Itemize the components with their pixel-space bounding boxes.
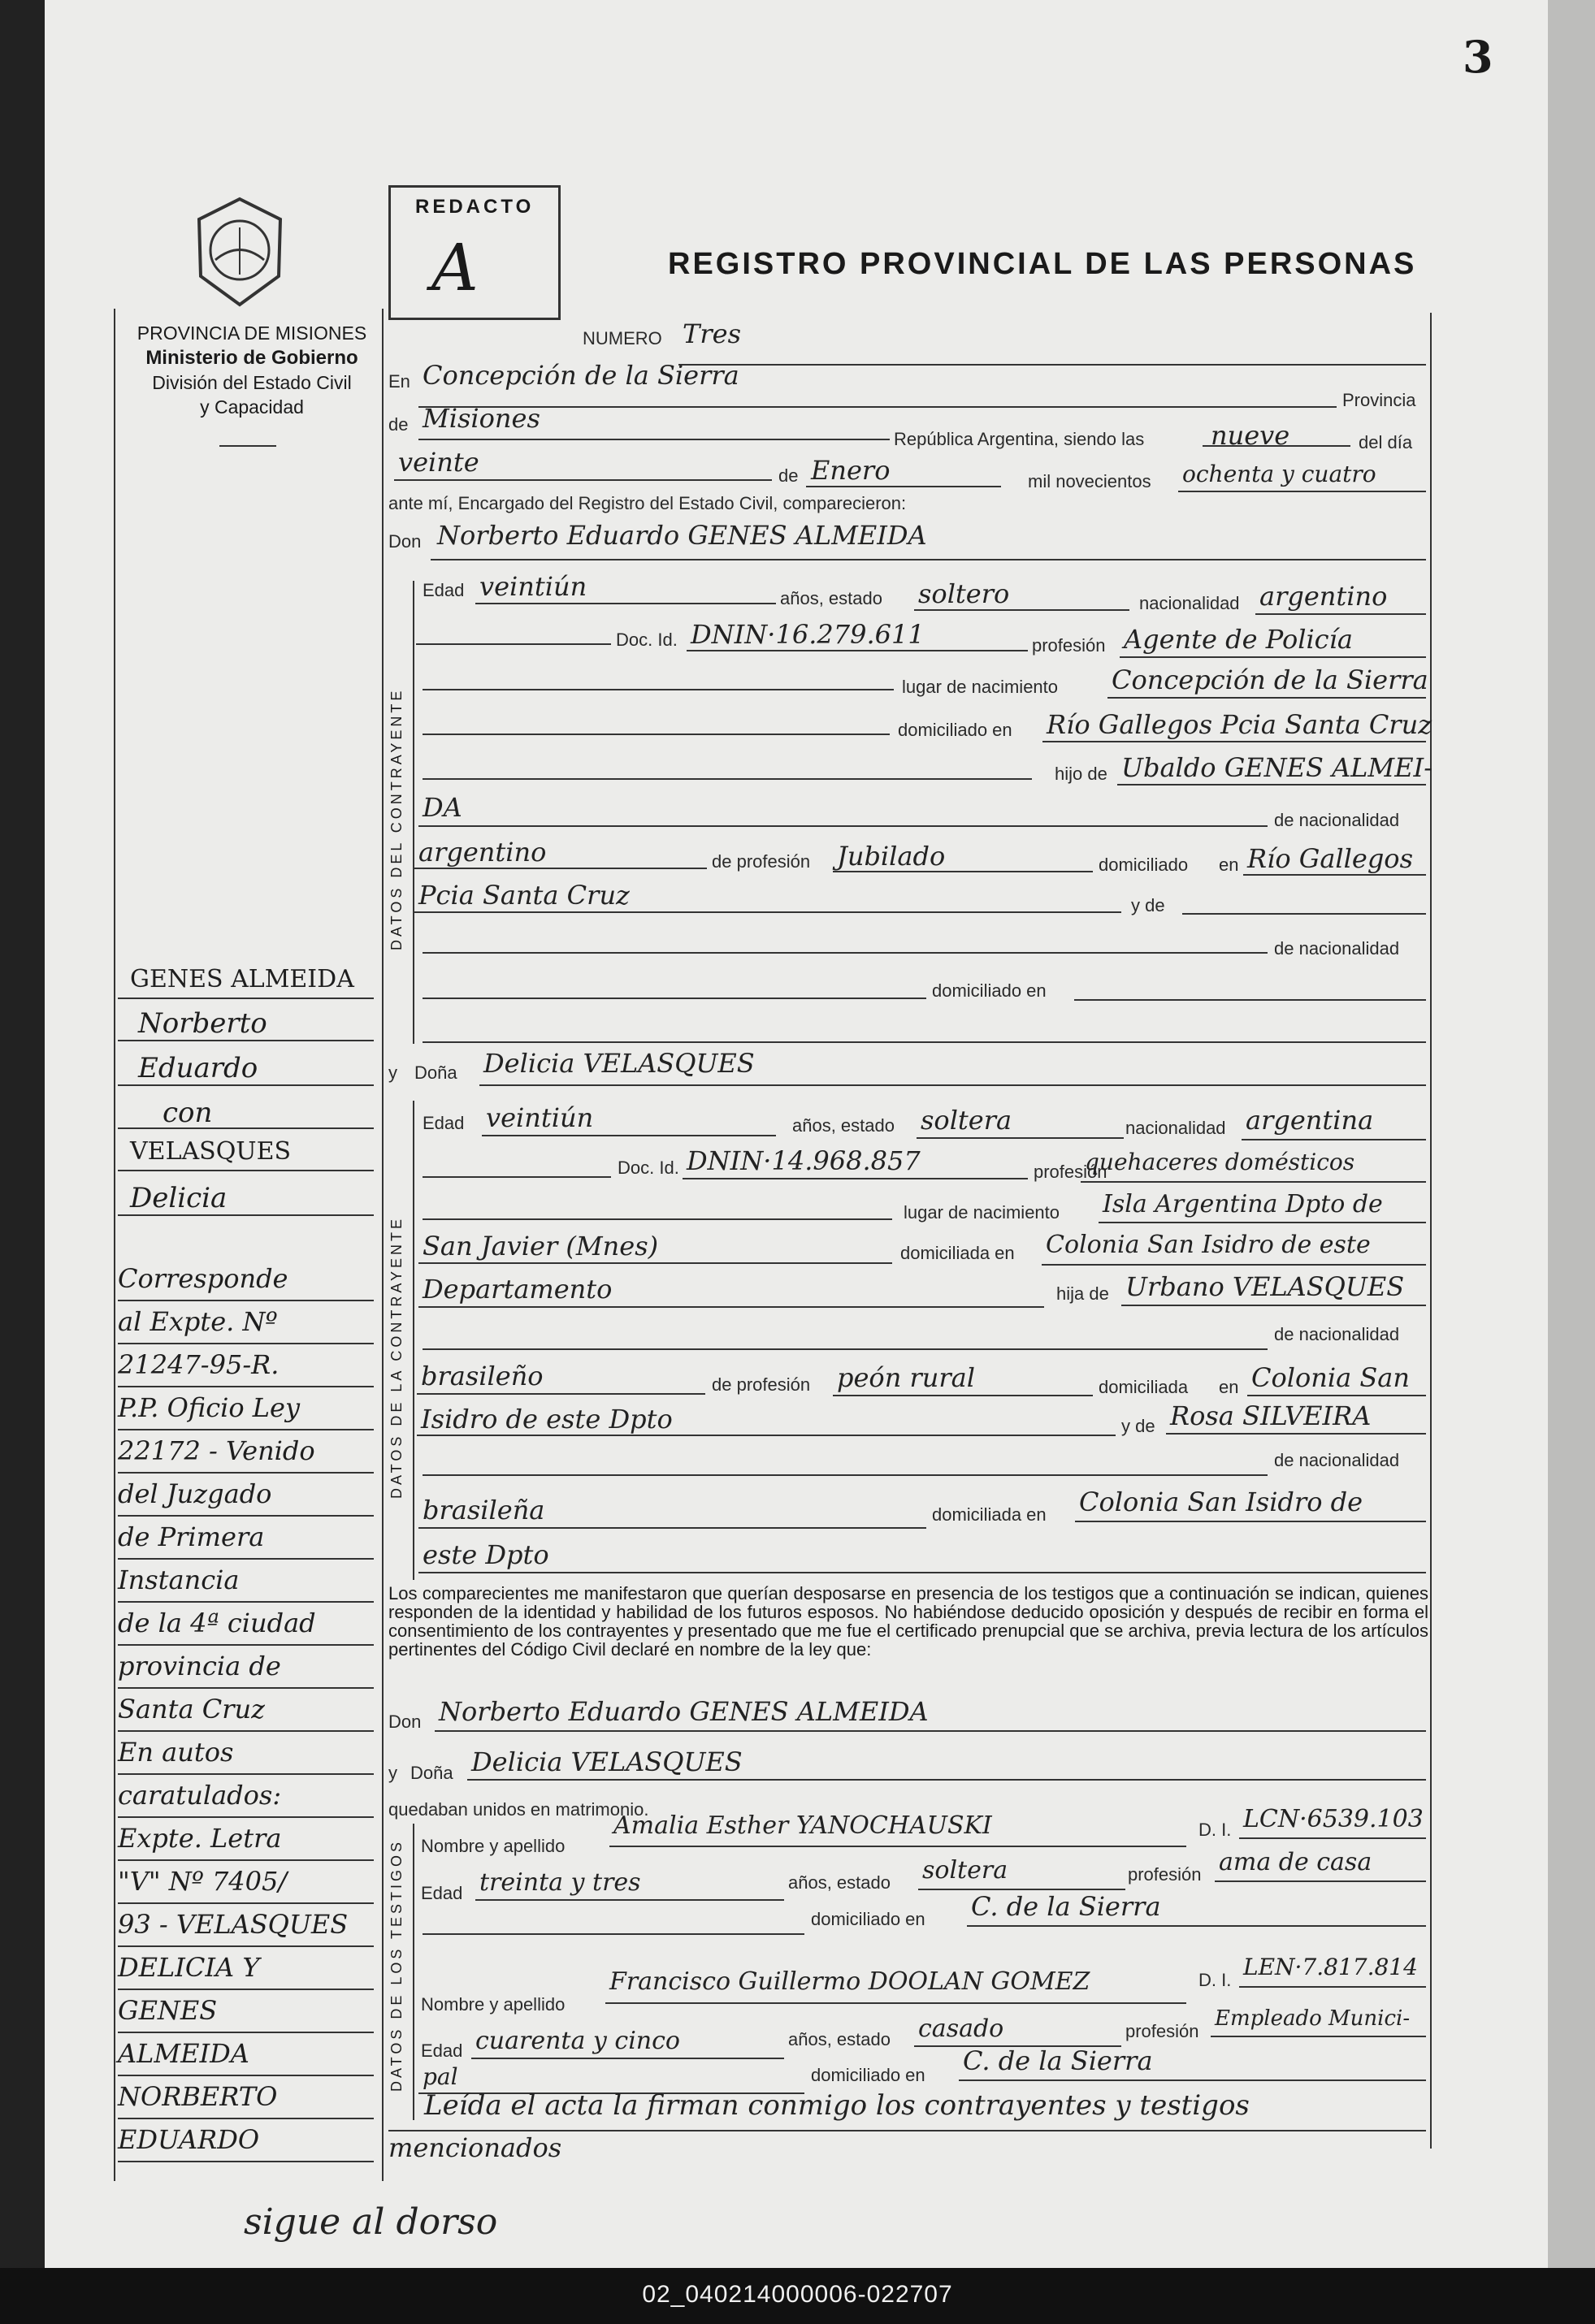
c-padre-prof-label: de profesión (712, 851, 811, 872)
t1-edad-value: treinta y tres (479, 1868, 641, 1897)
t1-nombre-line (609, 1846, 1186, 1847)
c-padre-dom-value: Río Gallegos (1247, 843, 1413, 874)
margin-line-1 (118, 998, 374, 999)
f-madre-dom-line-2 (418, 1572, 1426, 1573)
closing-line-2: mencionados (388, 2132, 562, 2163)
t1-di-value: LCN·6539.103 (1243, 1805, 1424, 1833)
c-lugar-nac-line (1107, 697, 1426, 699)
margin-note-line: Corresponde (118, 1263, 288, 1294)
margin-note-rule (118, 1601, 374, 1603)
anio-value: ochenta y cuatro (1182, 461, 1376, 487)
numero-line (678, 364, 1426, 366)
t1-domicilio-value: C. de la Sierra (971, 1891, 1161, 1922)
f-padre-dom-value-2: Isidro de este Dpto (421, 1404, 673, 1435)
margin-name-3: Delicia (130, 1182, 228, 1214)
margin-note-rule (118, 2161, 374, 2162)
f-doc-pre-line (423, 1176, 611, 1178)
t1-estado-line (918, 1889, 1125, 1890)
document-title: REGISTRO PROVINCIAL DE LAS PERSONAS (668, 247, 1417, 281)
margin-note-rule (118, 1989, 374, 1990)
dona-value-2: Delicia VELASQUES (471, 1746, 743, 1777)
f-domicilio-line (1042, 1264, 1426, 1266)
f-madre-nac-value: brasileña (423, 1495, 545, 1526)
redacto-box (388, 185, 561, 320)
contrayenta-box-line (413, 1101, 414, 1580)
t2-edad-line (471, 2058, 784, 2059)
f-padre-nac-value: brasileño (421, 1361, 544, 1391)
dia-value: veinte (398, 447, 479, 478)
f-profesion-label: profesión (1034, 1162, 1107, 1182)
c-madre-dom-line (1074, 999, 1426, 1001)
dona-label-2: Doña (410, 1763, 453, 1783)
don-value: Norberto Eduardo GENES ALMEIDA (437, 520, 927, 551)
margin-note-rule (118, 1945, 374, 1947)
hora-line (1203, 445, 1350, 447)
left-margin-line (114, 309, 115, 2181)
margin-note-rule (118, 1515, 374, 1517)
f-padre-en-label: en (1219, 1377, 1239, 1397)
c-dom-pre-line (423, 734, 890, 735)
margin-note-rule (118, 1558, 374, 1560)
t2-profesion-line (1211, 2036, 1426, 2037)
org-divider (219, 445, 276, 447)
f-edad-line (482, 1135, 776, 1136)
f-lugar-nac-value-2: San Javier (Mnes) (423, 1231, 659, 1262)
c-lugar-pre-line (423, 689, 894, 690)
f-nacionalidad-line (1242, 1139, 1426, 1140)
anio-line (1178, 491, 1426, 492)
margin-con: con (163, 1097, 213, 1129)
book-binding (0, 0, 45, 2324)
margin-note-line: Expte. Letra (118, 1823, 282, 1854)
t1-profesion-value: ama de casa (1219, 1848, 1372, 1876)
margin-note-rule (118, 1816, 374, 1818)
don-label: Don (388, 531, 422, 552)
f-lugar-nac-line-2 (418, 1262, 892, 1264)
f-estado-value: soltera (921, 1105, 1012, 1136)
margin-note-rule (118, 1472, 374, 1474)
mes-line (806, 486, 1001, 487)
t2-di-value: LEN·7.817.814 (1243, 1954, 1418, 1980)
en-label: En (388, 371, 410, 392)
t1-profesion-label: profesión (1128, 1864, 1202, 1885)
f-padre-dom-value: Colonia San (1251, 1362, 1410, 1393)
c-padre-nac-label: de nacionalidad (1274, 810, 1400, 830)
margin-note-line: provincia de (118, 1651, 281, 1681)
f-madre-dom-value: Colonia San Isidro de (1079, 1487, 1363, 1517)
c-profesion-label: profesión (1032, 635, 1106, 656)
dia-line (394, 479, 772, 481)
f-madre-value: Rosa SILVEIRA (1170, 1400, 1372, 1431)
margin-note-line: de Primera (118, 1521, 265, 1552)
t2-di-line (1239, 1986, 1426, 1988)
f-madre-nac-pre-line (423, 1474, 1268, 1476)
t1-estado-value: soltera (922, 1856, 1008, 1885)
c-domicilio-line (1042, 741, 1426, 742)
t1-profesion-line (1215, 1880, 1426, 1882)
c-padre-nac-line (414, 868, 707, 869)
f-domicilio-value: Colonia San Isidro de este (1046, 1231, 1371, 1259)
t1-domicilio-line (967, 1925, 1426, 1927)
t2-nombre-line (605, 2002, 1186, 2004)
c-padre-dom-label: domiciliado (1099, 855, 1189, 875)
c-nacionalidad-label: nacionalidad (1139, 593, 1240, 613)
t2-profesion-value-2: pal (423, 2063, 458, 2090)
dona-line-2 (467, 1779, 1426, 1781)
ante-mi-text: ante mí, Encargado del Registro del Estado Civil, comparecieron: (388, 493, 907, 513)
f-madre-nac-label: de nacionalidad (1274, 1450, 1400, 1470)
numero-label: NUMERO (583, 328, 662, 348)
margin-note-rule (118, 1343, 374, 1344)
f-doc-line (683, 1178, 1028, 1179)
provincial-seal-icon (191, 195, 288, 309)
c-padre-value-2: DA (423, 792, 462, 823)
closing-line (388, 2130, 1426, 2131)
hora-value: nueve (1211, 420, 1290, 451)
margin-note-line: "V" Nº 7405/ (118, 1866, 288, 1897)
scan-id: 02_040214000006-022707 (642, 2281, 953, 2308)
margin-line-4 (118, 1127, 374, 1129)
provincia-value: Misiones (423, 403, 540, 434)
margin-surname-2: VELASQUES (130, 1137, 292, 1166)
margin-note-line: caratulados: (118, 1780, 282, 1811)
margin-line-2 (118, 1040, 374, 1041)
margin-note-rule (118, 1902, 374, 1904)
f-padre-prof-line (833, 1395, 1093, 1396)
margin-note-line: NORBERTO (118, 2081, 278, 2112)
mes-value: Enero (811, 455, 891, 486)
provincia-line (418, 439, 890, 440)
margin-note-rule (118, 1687, 374, 1689)
margin-note-rule (118, 1644, 374, 1646)
page-edge (1548, 0, 1595, 2324)
c-madre-nac-line (423, 998, 926, 999)
c-hijo-pre-line (423, 778, 1032, 780)
f-lugar-pre-line (423, 1218, 892, 1220)
label-datos-contrayente: DATOS DEL CONTRAYENTE (388, 687, 405, 950)
margin-note-line: GENES (118, 1995, 218, 2026)
declaration-paragraph: Los comparecientes me manifestaron que querían desposarse en presencia de los testigos que a continuación se indican, quienes responden de la identidad y habilidad de los futuros esposos. No habiéndose deducido oposición y después de recibir en forma el consentimiento de los contrayentes y presentado que me fue el certificado prenupcial que se archiva, previa lectura de los artículos pertinentes del Código Civil declaré en nombre de la ley que: (388, 1583, 1428, 1660)
margin-note-line: 21247-95-R. (118, 1349, 280, 1380)
f-madre-line (1166, 1433, 1426, 1435)
margin-column-line (382, 309, 384, 2181)
de-label: de (388, 414, 409, 435)
t2-domicilio-line (959, 2079, 1426, 2081)
label-datos-contrayenta: DATOS DE LA CONTRAYENTE (388, 1215, 405, 1499)
f-hija-label: hija de (1056, 1283, 1109, 1304)
margin-note-rule (118, 1300, 374, 1301)
margin-note-line: Santa Cruz (118, 1694, 265, 1725)
f-padre-dom-line-2 (417, 1435, 1116, 1436)
c-doc-line (687, 650, 1028, 651)
don-label-2: Don (388, 1712, 422, 1732)
f-padre-value: Urbano VELASQUES (1125, 1271, 1405, 1302)
f-doc-value: DNIN·14.968.857 (687, 1145, 921, 1176)
testigos-box-line (413, 1824, 414, 2120)
org-ministry (118, 345, 386, 370)
margin-note-rule (118, 2075, 374, 2076)
c-estado-line (914, 609, 1129, 611)
c-estado-value: soltero (918, 578, 1010, 609)
f-domicilio-value-2: Departamento (423, 1274, 613, 1305)
margin-name-2: Eduardo (138, 1052, 258, 1084)
c-padre-line-2 (418, 825, 1268, 827)
dona-line (479, 1084, 1426, 1086)
c-padre-line (1117, 784, 1426, 785)
c-madre-dom-label: domiciliado en (932, 980, 1047, 1001)
c-lugar-nac-value: Concepción de la Sierra (1112, 664, 1428, 695)
t1-edad-label: Edad (421, 1883, 463, 1903)
t2-estado-value: casado (918, 2015, 1004, 2043)
c-domicilio-label: domiciliado en (898, 720, 1012, 740)
right-frame-line (1430, 313, 1432, 2149)
margin-note-line: P.P. Oficio Ley (118, 1392, 301, 1423)
f-domicilio-label: domiciliada en (900, 1243, 1015, 1263)
f-edad-label: Edad (423, 1113, 465, 1133)
c-padre-dom-line (1243, 874, 1426, 876)
f-madre-dom-label: domiciliada en (932, 1504, 1047, 1525)
don-value-2: Norberto Eduardo GENES ALMEIDA (439, 1696, 929, 1727)
margin-note-line: al Expte. Nº (118, 1306, 278, 1337)
y-label: y (388, 1062, 397, 1083)
c-doc-label: Doc. Id. (616, 630, 678, 650)
margin-name-1: Norberto (138, 1007, 267, 1040)
f-estado-label: años, estado (792, 1115, 895, 1136)
t2-domicilio-value: C. de la Sierra (963, 2045, 1153, 2076)
margin-note-line: EDUARDO (118, 2124, 260, 2155)
de-mes-label: de (778, 465, 799, 486)
margin-note-rule (118, 1386, 374, 1387)
organization-header (118, 321, 386, 419)
t2-profesion-value: Empleado Munici- (1215, 2006, 1411, 2031)
c-doc-pre-line (416, 643, 611, 645)
c-edad-line (475, 603, 776, 604)
t1-di-label: D. I. (1198, 1820, 1232, 1840)
dona-value: Delicia VELASQUES (483, 1048, 755, 1079)
f-y-de-label: y de (1121, 1416, 1155, 1436)
c-nacionalidad-line (1255, 613, 1426, 615)
f-madre-dom-value-2: este Dpto (423, 1539, 549, 1570)
c-domicilio-value: Río Gallegos Pcia Santa Cruz (1047, 709, 1432, 740)
t1-edad-line (475, 1899, 784, 1901)
t1-nombre-value: Amalia Esther YANOCHAUSKI (613, 1811, 992, 1840)
redacto-mark: A (431, 230, 479, 305)
f-profesion-line (1081, 1181, 1426, 1183)
c-hijo-label: hijo de (1055, 764, 1107, 784)
mil-label: mil novecientos (1028, 471, 1151, 491)
redacto-label: REDACTO (415, 196, 535, 218)
f-madre-dom-line (1075, 1521, 1426, 1522)
f-madre-nac-line (418, 1527, 926, 1529)
margin-note-line: ALMEIDA (118, 2038, 249, 2069)
f-padre-nac-line (417, 1393, 705, 1395)
f-padre-dom-label: domiciliada (1099, 1377, 1189, 1397)
margin-note-rule (118, 1859, 374, 1861)
margin-note-rule (118, 2118, 374, 2119)
lugar-line (418, 406, 1337, 408)
f-nacionalidad-label: nacionalidad (1125, 1118, 1226, 1138)
f-padre-dom-line (1247, 1395, 1426, 1396)
margin-note-rule (118, 2032, 374, 2033)
f-padre-prof-label: de profesión (712, 1374, 811, 1395)
f-doc-label: Doc. Id. (618, 1158, 679, 1178)
c-nacionalidad-value: argentino (1259, 581, 1388, 612)
f-lugar-nac-value: Isla Argentina Dpto de (1103, 1190, 1383, 1218)
t2-profesion-label: profesión (1125, 2021, 1199, 2041)
org-ministry-text: Ministerio de Gobierno (145, 347, 358, 369)
t1-di-line (1239, 1837, 1426, 1839)
sigue-al-dorso: sigue al dorso (244, 2201, 498, 2243)
f-lugar-nac-line (1099, 1222, 1426, 1223)
t2-edad-label: Edad (421, 2041, 463, 2061)
republica-label: República Argentina, siendo las (894, 429, 1145, 449)
c-estado-label: años, estado (780, 588, 882, 608)
f-domicilio-line-2 (418, 1306, 1044, 1308)
f-padre-nac-pre-line (423, 1348, 1268, 1350)
t1-nombre-label: Nombre y apellido (421, 1836, 566, 1856)
margin-line-3 (118, 1084, 374, 1086)
numero-value: Tres (683, 318, 741, 349)
c-lugar-nac-label: lugar de nacimiento (902, 677, 1059, 697)
c-padre-en-label: en (1219, 855, 1239, 875)
t2-di-label: D. I. (1198, 1970, 1232, 1990)
margin-note-line: Instancia (118, 1564, 240, 1595)
margin-note-line: En autos (118, 1737, 234, 1768)
t2-domicilio-label: domiciliado en (811, 2065, 925, 2085)
margin-note-rule (118, 1730, 374, 1732)
c-madre-line-2 (423, 952, 1268, 954)
c-y-de-label: y de (1131, 895, 1165, 915)
lugar-value: Concepción de la Sierra (423, 360, 739, 391)
c-profesion-value: Agente de Policía (1124, 624, 1353, 655)
t2-nombre-value: Francisco Guillermo DOOLAN GOMEZ (609, 1967, 1090, 1996)
f-padre-line (1121, 1305, 1426, 1306)
don-line-2 (435, 1730, 1426, 1732)
t2-estado-label: años, estado (788, 2029, 891, 2049)
contrayente-box-line (413, 581, 414, 1044)
c-madre-dom-line-2 (423, 1041, 1426, 1043)
c-padre-value: Ubaldo GENES ALMEI- (1121, 752, 1432, 783)
c-doc-value: DNIN·16.279.611 (691, 619, 925, 650)
c-madre-nac-label: de nacionalidad (1274, 938, 1400, 959)
c-padre-dom-value-2: Pcia Santa Cruz (418, 880, 630, 911)
margin-surname: GENES ALMEIDA (130, 965, 354, 993)
margin-note-line: del Juzgado (118, 1478, 272, 1509)
label-datos-testigos: DATOS DE LOS TESTIGOS (388, 1838, 405, 2092)
org-province: PROVINCIA DE MISIONES (137, 322, 367, 344)
margin-note-line: 22172 - Venido (118, 1435, 315, 1466)
margin-line-6 (118, 1214, 374, 1216)
c-padre-nac-value: argentino (418, 837, 547, 868)
f-padre-prof-value: peón rural (837, 1362, 975, 1393)
c-edad-value: veintiún (479, 571, 587, 602)
margin-note-rule (118, 1429, 374, 1430)
c-padre-prof-line (833, 871, 1093, 872)
f-estado-line (917, 1137, 1124, 1139)
don-line (431, 559, 1426, 560)
org-division: División del Estado Civil (152, 372, 352, 393)
t1-estado-label: años, estado (788, 1872, 891, 1893)
org-capacidad: y Capacidad (200, 396, 304, 418)
del-dia-label: del día (1359, 432, 1413, 452)
margin-line-5 (118, 1170, 374, 1171)
c-profesion-line (1120, 656, 1426, 658)
y-dona-label: y (388, 1763, 397, 1783)
t1-dom-pre-line (423, 1933, 804, 1935)
c-padre-dom-line-2 (414, 911, 1121, 913)
dona-label: Doña (414, 1062, 457, 1083)
f-padre-nac-label: de nacionalidad (1274, 1324, 1400, 1344)
t2-edad-value: cuarenta y cinco (475, 2027, 680, 2055)
c-padre-prof-value: Jubilado (837, 841, 946, 872)
t1-domicilio-label: domiciliado en (811, 1909, 925, 1929)
c-edad-label: Edad (423, 580, 465, 600)
c-madre-line (1182, 913, 1426, 915)
margin-note-rule (118, 1773, 374, 1775)
f-profesion-value: quehaceres domésticos (1085, 1149, 1355, 1175)
f-edad-value: veintiún (486, 1102, 594, 1133)
margin-note-line: de la 4ª ciudad (118, 1608, 316, 1638)
page-number: 3 (1463, 31, 1493, 83)
f-lugar-nac-label: lugar de nacimiento (904, 1202, 1060, 1223)
quedaban-text: quedaban unidos en matrimonio. (388, 1799, 649, 1820)
margin-note-line: DELICIA Y (118, 1952, 260, 1983)
f-nacionalidad-value: argentina (1246, 1105, 1374, 1136)
t2-nombre-label: Nombre y apellido (421, 1994, 566, 2015)
closing-line-1: Leída el acta la firman conmigo los contrayentes y testigos (424, 2089, 1250, 2122)
margin-note-line: 93 - VELASQUES (118, 1909, 349, 1940)
provincia-label: Provincia (1342, 390, 1416, 410)
